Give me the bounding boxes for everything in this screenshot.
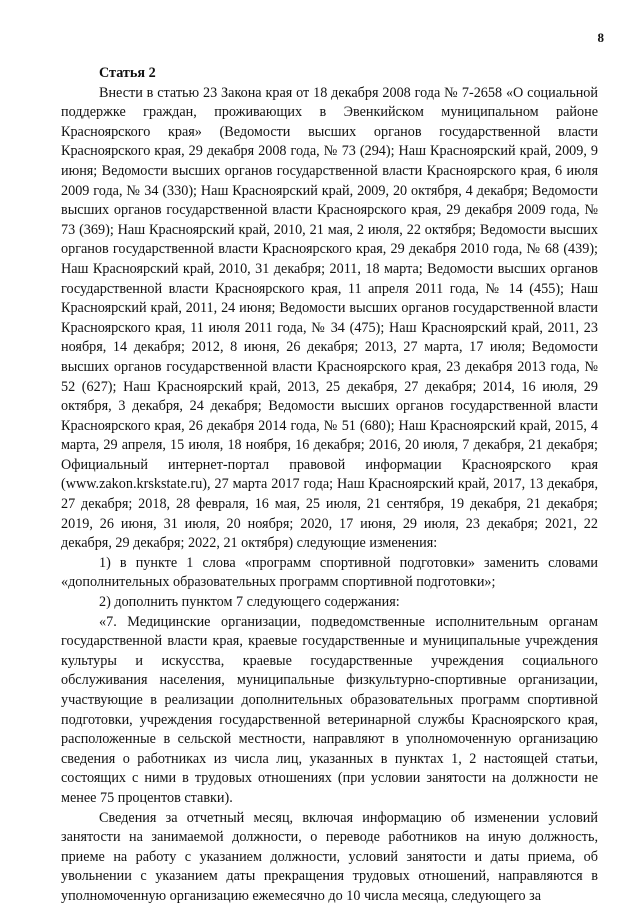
article-title: Статья 2 bbox=[99, 65, 156, 81]
paragraph-item-1: 1) в пункте 1 слова «программ спортивной подготовки» заменить словами «дополнительных образовательных программ спортивной подготовки»; bbox=[61, 554, 598, 591]
document-body bbox=[61, 64, 598, 907]
paragraph-reporting-info: Сведения за отчетный месяц, включая информацию об изменении условий занятости на занимаемой должности, о переводе работников на иную должность, приеме на работу с указанием должности, условий занятости и даты приема, об увольнении с указанием даты прекращения трудовых отношений, направляются в уполномоченную организацию ежемесячно до 10 числа месяца, следующего за bbox=[61, 809, 598, 904]
page-number: 8 bbox=[597, 30, 604, 45]
paragraph-amendment-intro: Внести в статью 23 Закона края от 18 декабря 2008 года № 7-2658 «О социальной поддержке граждан, проживающих в Эвенкийском муниципальном районе Красноярского края» (Ведомости высших органов государственной власти Красноярского края, 29 декабря 2008 года, № 73 (294); Наш Красноярский край, 2009, 9 июня; Ведомости высших органов государственной власти Красноярского края, 6 июля 2009 года, № 34 (330); Наш Красноярский край, 2009, 20 октября, 4 декабря; Ведомости высших органов государственной власти Красноярского края, 29 декабря 2009 года, № 73 (369); Наш Красноярский край, 2010, 21 мая, 2 июля, 22 октября; Ведомости высших органов государственной власти Красноярского края, 29 декабря 2010 года, № 68 (439); Наш Красноярский край, 2010, 31 декабря; 2011, 18 марта; Ведомости высших органов государственной власти Красноярского края, 11 апреля 2011 года, № 14 (455); Наш Красноярский край, 2011, 24 июня; Ведомости высших органов государственной власти Красноярского края, 11 июля 2011 года, № 34 (475); Наш Красноярский край, 2011, 23 ноября, 14 декабря; 2012, 8 июня, 26 декабря; 2013, 27 марта, 17 июля; Ведомости высших органов государственной власти Красноярского края, 23 декабря 2013 года, № 52 (627); Наш Красноярский край, 2013, 25 декабря, 27 декабря; 2014, 16 июля, 29 октября, 3 декабря, 24 декабря; Ведомости высших органов государственной власти Красноярского края, 26 декабря 2014 года, № 51 (680); Наш Красноярский край, 2015, 4 марта, 29 апреля, 15 июля, 18 ноября, 16 декабря; 2016, 20 июля, 7 декабря, 21 декабря; Официальный интернет-портал правовой информации Красноярского края (www.zakon.krskstate.ru), 27 марта 2017 года; Наш Красноярский край, 2017, 13 декабря, 27 декабря; 2018, 28 февраля, 16 мая, 25 июля, 21 сентября, 19 декабря, 21 декабря; 2019, 26 июня, 31 июля, 20 ноября; 2020, 17 июня, 29 июля, 23 декабря; 2021, 22 декабря, 29 декабря; 2022, 21 октября) следующие изменения: bbox=[61, 84, 598, 552]
paragraph-new-point-7: «7. Медицинские организации, подведомственные исполнительным органам государственной власти края, краевые государственные и муниципальные учреждения культуры и искусства, краевые государственные учреждения социального обслуживания населения, муниципальные физкультурно-спортивные организации, участвующие в реализации дополнительных образовательных программ спортивной подготовки, учреждения государственной ветеринарной службы Красноярского края, расположенные в сельской местности, направляют в уполномоченную организацию сведения о работниках из числа лиц, указанных в пунктах 1, 2 настоящей статьи, состоящих с ними в трудовых отношениях (при условии занятости на должности не менее 75 процентов ставки). bbox=[61, 613, 598, 806]
paragraph-item-2: 2) дополнить пунктом 7 следующего содержания: bbox=[99, 594, 400, 611]
